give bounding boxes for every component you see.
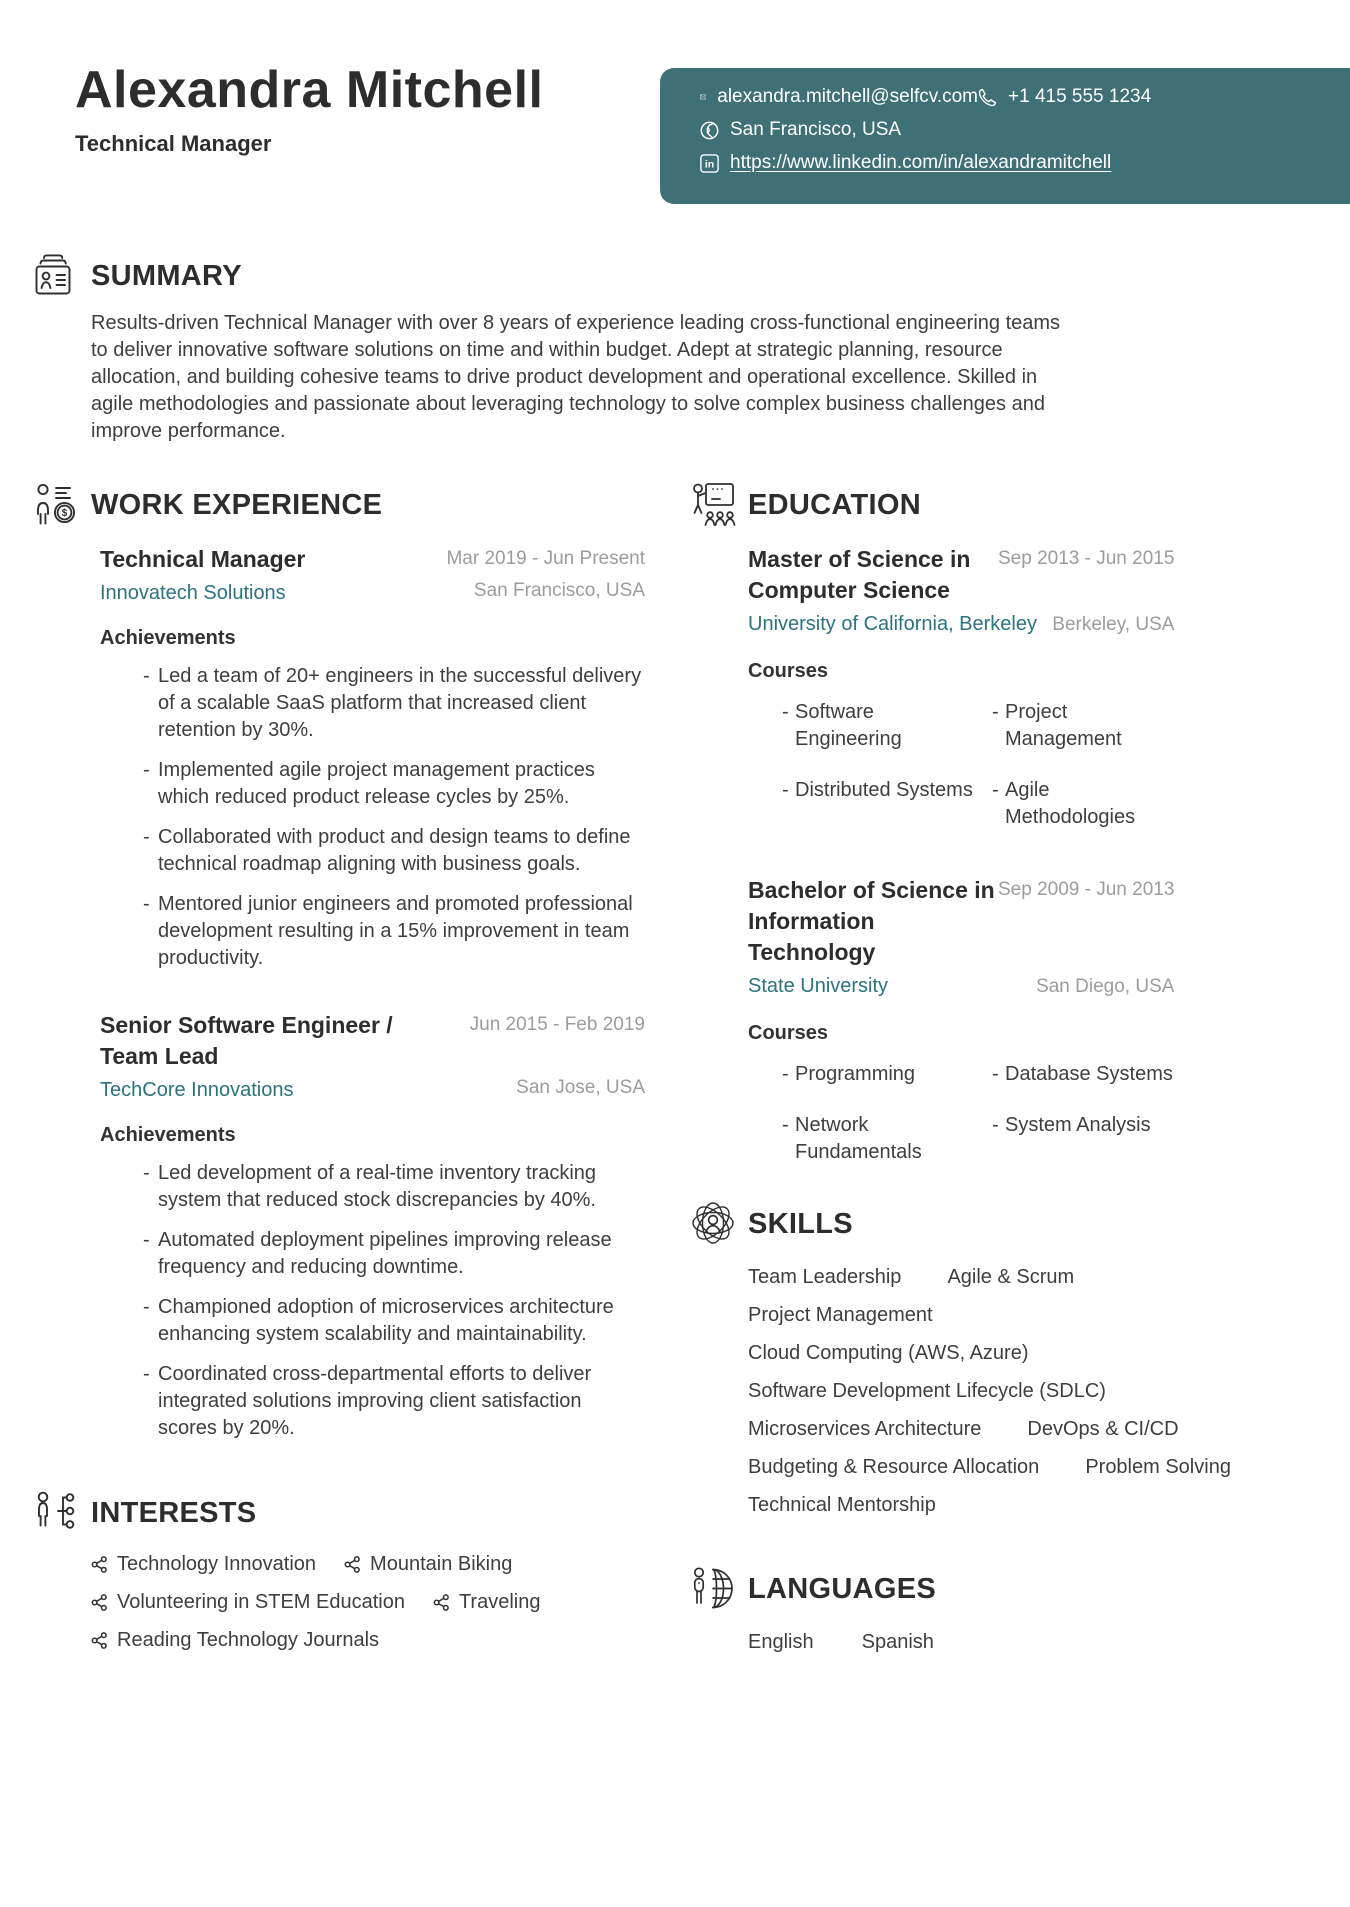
skills-icon-gutter <box>690 1206 748 1516</box>
skill-row <box>748 1342 1231 1364</box>
svg-text:$: $ <box>61 508 68 520</box>
courses-label: Courses <box>748 660 829 682</box>
course-item: - Distributed Systems <box>782 777 976 831</box>
education-1-header <box>748 544 1174 606</box>
interest-item <box>344 1553 512 1576</box>
contact-location <box>700 119 901 141</box>
interest-row <box>91 1553 645 1576</box>
degree-title: Bachelor of Science in Information Technology <box>748 877 995 965</box>
skill-item: Microservices Architecture <box>748 1418 982 1440</box>
interest-label: Volunteering in STEM Education <box>117 1591 405 1613</box>
section-languages <box>690 1571 1168 1654</box>
course-item: - Agile Methodologies <box>992 777 1174 831</box>
job-title: Senior Software Engineer / Team Lead <box>100 1012 393 1069</box>
interest-item <box>91 1553 316 1576</box>
two-column-body <box>33 487 1231 1654</box>
contact-row-2 <box>700 119 1330 141</box>
achievement-item: - Led a team of 20+ engineers in the successful delivery of a scalable SaaS platform that increased client retention by 30%. <box>100 663 645 744</box>
interests-content <box>91 1495 645 1652</box>
skill-item: DevOps & CI/CD <box>1027 1418 1179 1440</box>
interest-label: Technology Innovation <box>117 1553 317 1575</box>
job-2-header <box>100 1010 645 1104</box>
education-content <box>748 487 1174 1166</box>
degree-title: Master of Science in Computer Science <box>748 546 971 603</box>
summary-text: Results-driven Technical Manager with over 8 years of experience leading cross-functional engineering teams to deliver innovative software solutions on time and within budget. Adept at strategic planning, resource allocation, and building cohesive teams to drive product development and operational excellence. Skilled in agile methodologies and passionate about leveraging technology to solve complex business challenges and improve performance. <box>91 312 1061 442</box>
course-list <box>782 699 1174 831</box>
skill-item: Team Leadership <box>748 1266 902 1288</box>
interest-icon <box>91 1556 108 1573</box>
interest-icon <box>91 1632 108 1649</box>
contact-location-text: San Francisco, USA <box>730 119 902 140</box>
section-interests <box>33 1495 645 1652</box>
courses-label: Courses <box>748 1022 829 1044</box>
contact-row-1 <box>700 86 1330 108</box>
job-company: TechCore Innovations <box>100 1079 294 1101</box>
skill-item: Agile & Scrum <box>947 1266 1075 1288</box>
course-list <box>782 1061 1174 1166</box>
summary-content <box>91 258 1113 465</box>
course-item: - Software Engineering <box>782 699 976 753</box>
interest-row <box>91 1591 645 1614</box>
achievements-label: Achievements <box>100 1124 236 1146</box>
skill-row <box>748 1418 1231 1440</box>
course-item: - Project Management <box>992 699 1174 753</box>
contact-phone <box>978 86 1151 108</box>
skills-content <box>748 1206 1231 1516</box>
section-skills <box>690 1206 1231 1516</box>
institution-name: University of California, Berkeley <box>748 613 1037 635</box>
job-1-header <box>100 544 645 607</box>
skill-row <box>748 1304 1231 1326</box>
summary-icon <box>33 252 73 298</box>
education-2-header <box>748 875 1174 968</box>
education-2-institution-row <box>748 973 1174 1000</box>
education-heading: EDUCATION <box>748 489 921 521</box>
job-entry-2 <box>100 1010 645 1442</box>
course-item: - Programming <box>782 1061 976 1088</box>
skills-heading: SKILLS <box>748 1208 853 1240</box>
course-item: - Network Fundamentals <box>782 1112 976 1166</box>
languages-heading: LANGUAGES <box>748 1573 936 1605</box>
education-1-dates <box>998 544 1174 606</box>
skill-item: Technical Mentorship <box>748 1494 936 1516</box>
interest-item <box>433 1591 541 1614</box>
right-column <box>690 487 1231 1654</box>
section-education <box>690 487 1175 1166</box>
summary-icon-gutter <box>33 258 91 465</box>
section-summary <box>33 258 1113 465</box>
education-icon-gutter <box>690 487 748 1166</box>
skill-item: Cloud Computing (AWS, Azure) <box>748 1342 1029 1364</box>
institution-name: State University <box>748 975 889 997</box>
interests-heading: INTERESTS <box>91 1497 257 1529</box>
contact-email <box>700 86 978 108</box>
email-icon <box>700 89 706 105</box>
achievement-item: - Mentored junior engineers and promoted professional development resulting in a 15% improvement in team productivity. <box>100 891 645 972</box>
job-dates: Mar 2019 - Jun Present <box>446 548 645 569</box>
interest-item <box>91 1629 379 1652</box>
skills-icon <box>690 1200 736 1246</box>
work-content <box>91 487 645 1455</box>
achievement-item: - Led development of a real-time inventory tracking system that reduced stock discrepancies by 40%. <box>100 1160 645 1214</box>
work-experience-heading: WORK EXPERIENCE <box>91 489 383 521</box>
achievement-item: - Collaborated with product and design teams to define technical roadmap aligning with business goals. <box>100 824 645 878</box>
job-1-main <box>100 544 410 607</box>
person-name: Alexandra Mitchell <box>75 61 544 119</box>
skill-row <box>748 1456 1231 1478</box>
globe-icon <box>700 121 719 140</box>
job-location: San Francisco, USA <box>473 580 645 601</box>
contact-phone-text: +1 415 555 1234 <box>1008 86 1152 107</box>
job-dates: Jun 2015 - Feb 2019 <box>469 1014 645 1035</box>
skill-row <box>748 1494 1231 1516</box>
header-name-block <box>75 62 543 157</box>
job-location: San Jose, USA <box>516 1077 645 1098</box>
interest-label: Traveling <box>458 1591 541 1613</box>
interests-icon-gutter <box>33 1495 91 1652</box>
interest-icon <box>433 1594 450 1611</box>
summary-heading: SUMMARY <box>91 260 242 292</box>
achievement-item: - Championed adoption of microservices architecture enhancing system scalability and maintainability. <box>100 1294 645 1348</box>
interest-icon <box>344 1556 361 1573</box>
interest-row <box>91 1629 645 1652</box>
interest-icon <box>91 1594 108 1611</box>
interest-label: Mountain Biking <box>370 1553 513 1575</box>
linkedin-link[interactable]: https://www.linkedin.com/in/alexandramitchell <box>730 152 1112 173</box>
education-1-institution-row <box>748 611 1174 638</box>
languages-icon <box>690 1565 734 1611</box>
job-entry-1 <box>100 544 645 972</box>
interest-label: Reading Technology Journals <box>117 1629 380 1651</box>
education-entry-2 <box>748 875 1174 1166</box>
job-1-side <box>446 544 645 607</box>
section-work-experience <box>33 487 645 1455</box>
phone-icon <box>978 88 997 107</box>
languages-icon-gutter <box>690 1571 748 1654</box>
education-location: San Diego, USA <box>1036 976 1175 997</box>
skill-row <box>748 1380 1231 1402</box>
education-icon <box>690 481 736 527</box>
left-column <box>33 487 645 1654</box>
skill-row <box>748 1266 1231 1288</box>
contact-card <box>660 68 1350 204</box>
linkedin-icon <box>700 154 719 173</box>
education-location: Berkeley, USA <box>1052 614 1175 635</box>
contact-linkedin <box>700 152 1111 174</box>
language-item: English <box>748 1631 814 1653</box>
skill-item: Problem Solving <box>1085 1456 1231 1478</box>
education-dates: Sep 2009 - Jun 2013 <box>998 879 1175 900</box>
education-entry-1 <box>748 544 1174 831</box>
work-icon-gutter <box>33 487 91 1455</box>
job-1-achievements <box>100 663 645 972</box>
interests-icon <box>33 1489 79 1535</box>
interest-item <box>91 1591 405 1614</box>
skill-item: Budgeting & Resource Allocation <box>748 1456 1040 1478</box>
course-item: - System Analysis <box>992 1112 1173 1166</box>
work-experience-icon <box>33 481 77 527</box>
contact-row-3 <box>700 152 1330 174</box>
svg-text:in: in <box>704 158 715 171</box>
achievement-item: - Implemented agile project management practices which reduced product release cycles by 25%. <box>100 757 645 811</box>
skill-item: Project Management <box>748 1304 933 1326</box>
achievement-item: - Coordinated cross-departmental efforts to deliver integrated solutions improving client satisfaction scores by 20%. <box>100 1361 645 1442</box>
languages-content <box>748 1571 1168 1654</box>
language-list <box>748 1631 1168 1654</box>
job-2-main <box>100 1010 410 1104</box>
education-2-dates <box>998 875 1174 968</box>
job-2-achievements <box>100 1160 645 1442</box>
achievement-item: - Automated deployment pipelines improving release frequency and reducing downtime. <box>100 1227 645 1281</box>
skill-list <box>748 1266 1231 1516</box>
contact-email-text: alexandra.mitchell@selfcv.com <box>717 86 978 107</box>
language-item: Spanish <box>861 1631 934 1653</box>
job-title: Technical Manager <box>100 546 306 572</box>
person-job-title: Technical Manager <box>75 131 272 156</box>
job-company: Innovatech Solutions <box>100 582 286 604</box>
interest-list <box>91 1553 645 1652</box>
achievements-label: Achievements <box>100 627 236 649</box>
skill-item: Software Development Lifecycle (SDLC) <box>748 1380 1106 1402</box>
education-dates: Sep 2013 - Jun 2015 <box>998 548 1175 569</box>
job-2-side <box>470 1010 645 1104</box>
course-item: - Database Systems <box>992 1061 1173 1088</box>
